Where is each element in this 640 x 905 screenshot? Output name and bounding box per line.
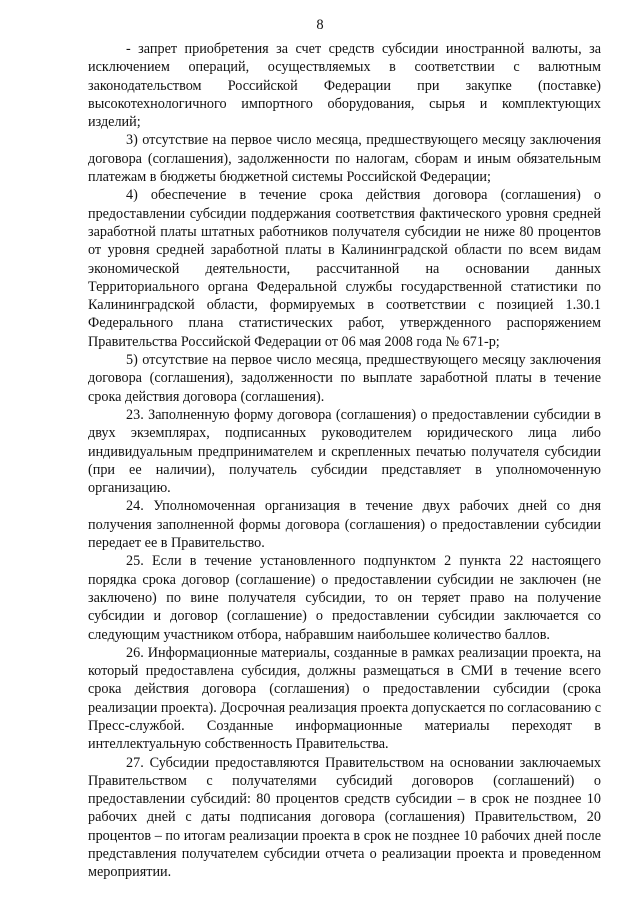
paragraph-clause-25: 25. Если в течение установленного подпунктом 2 пункта 22 настоящего порядка срока договор (соглашение) о предоставлении субсидии не заключен (не заключено) по вине получателя субсидии, то он теряет право на получение субсидии и договор (соглашение) о предоставлении субсидии заключается со следующим участником отбора, набравшим наибольшее количество баллов. bbox=[88, 553, 601, 643]
paragraph-item-4: 4) обеспечение в течение срока действия договора (соглашения) о предоставлении субсидии поддержания соответствия фактического уровня средней заработной платы штатных работников получателя субсидии не ниже 80 процентов от уровня средней заработной платы в Калининградской области по всем видам экономической деятельности, рассчитанной на основании данных Территориального органа Федеральной службы государственной статистики по Калининградской области, формируемых в соответствии с позицией 1.30.1 Федерального плана статистических работ, утвержденного распоряжением Правительства Российской Федерации от 06 мая 2008 года № 671-р; bbox=[88, 187, 601, 350]
document-body bbox=[88, 40, 601, 882]
paragraph-item-5: 5) отсутствие на первое число месяца, предшествующего месяцу заключения договора (соглашения), задолженности по выплате заработной платы в течение срока действия договора (соглашения). bbox=[88, 352, 601, 405]
paragraph-clause-23: 23. Заполненную форму договора (соглашения) о предоставлении субсидии в двух экземплярах, подписанных руководителем юридического лица либо индивидуальным предпринимателем и скрепленных печатью получателя субсидии (при ее наличии), получатель субсидии представляет в уполномоченную организацию. bbox=[88, 406, 601, 497]
page-number: 8 bbox=[316, 17, 324, 33]
paragraph-item-3: 3) отсутствие на первое число месяца, предшествующего месяцу заключения договора (соглашения), задолженности по налогам, сборам и иным обязательным платежам в бюджеты бюджетной системы Российской Федерации; bbox=[88, 132, 601, 186]
paragraph-clause-26: 26. Информационные материалы, созданные в рамках реализации проекта, на который предоставлена субсидия, должны размещаться в СМИ в течение всего срока действия договора (соглашения) о предоставлении субсидии (срока реализации проекта). Досрочная реализация проекта допускается по согласованию с Пресс-службой. Созданные информационные материалы переходят в интеллектуальную собственность Правительства. bbox=[88, 644, 601, 753]
paragraph-clause-27: 27. Субсидии предоставляются Правительством на основании заключаемых Правительством с получателями субсидий договоров (соглашений) о предоставлении субсидий: 80 процентов средств субсидии – в срок не позднее 10 рабочих дней с даты подписания договора (соглашения) Правительством, 20 процентов – по итогам реализации проекта в срок не позднее 10 рабочих дней после представления получателем субсидии отчета о реализации проекта и проведенном мероприятии. bbox=[88, 754, 601, 881]
paragraph-currency-restriction: - запрет приобретения за счет средств субсидии иностранной валюты, за исключением операций, осуществляемых в соответствии с валютным законодательством Российской Федерации при закупке (поставке) высокотехнологичного импортного оборудования, сырья и комплектующих изделий; bbox=[88, 41, 601, 131]
paragraph-clause-24: 24. Уполномоченная организация в течение двух рабочих дней со дня получения заполненной формы договора (соглашения) о предоставлении субсидии передает ее в Правительство. bbox=[88, 498, 601, 552]
